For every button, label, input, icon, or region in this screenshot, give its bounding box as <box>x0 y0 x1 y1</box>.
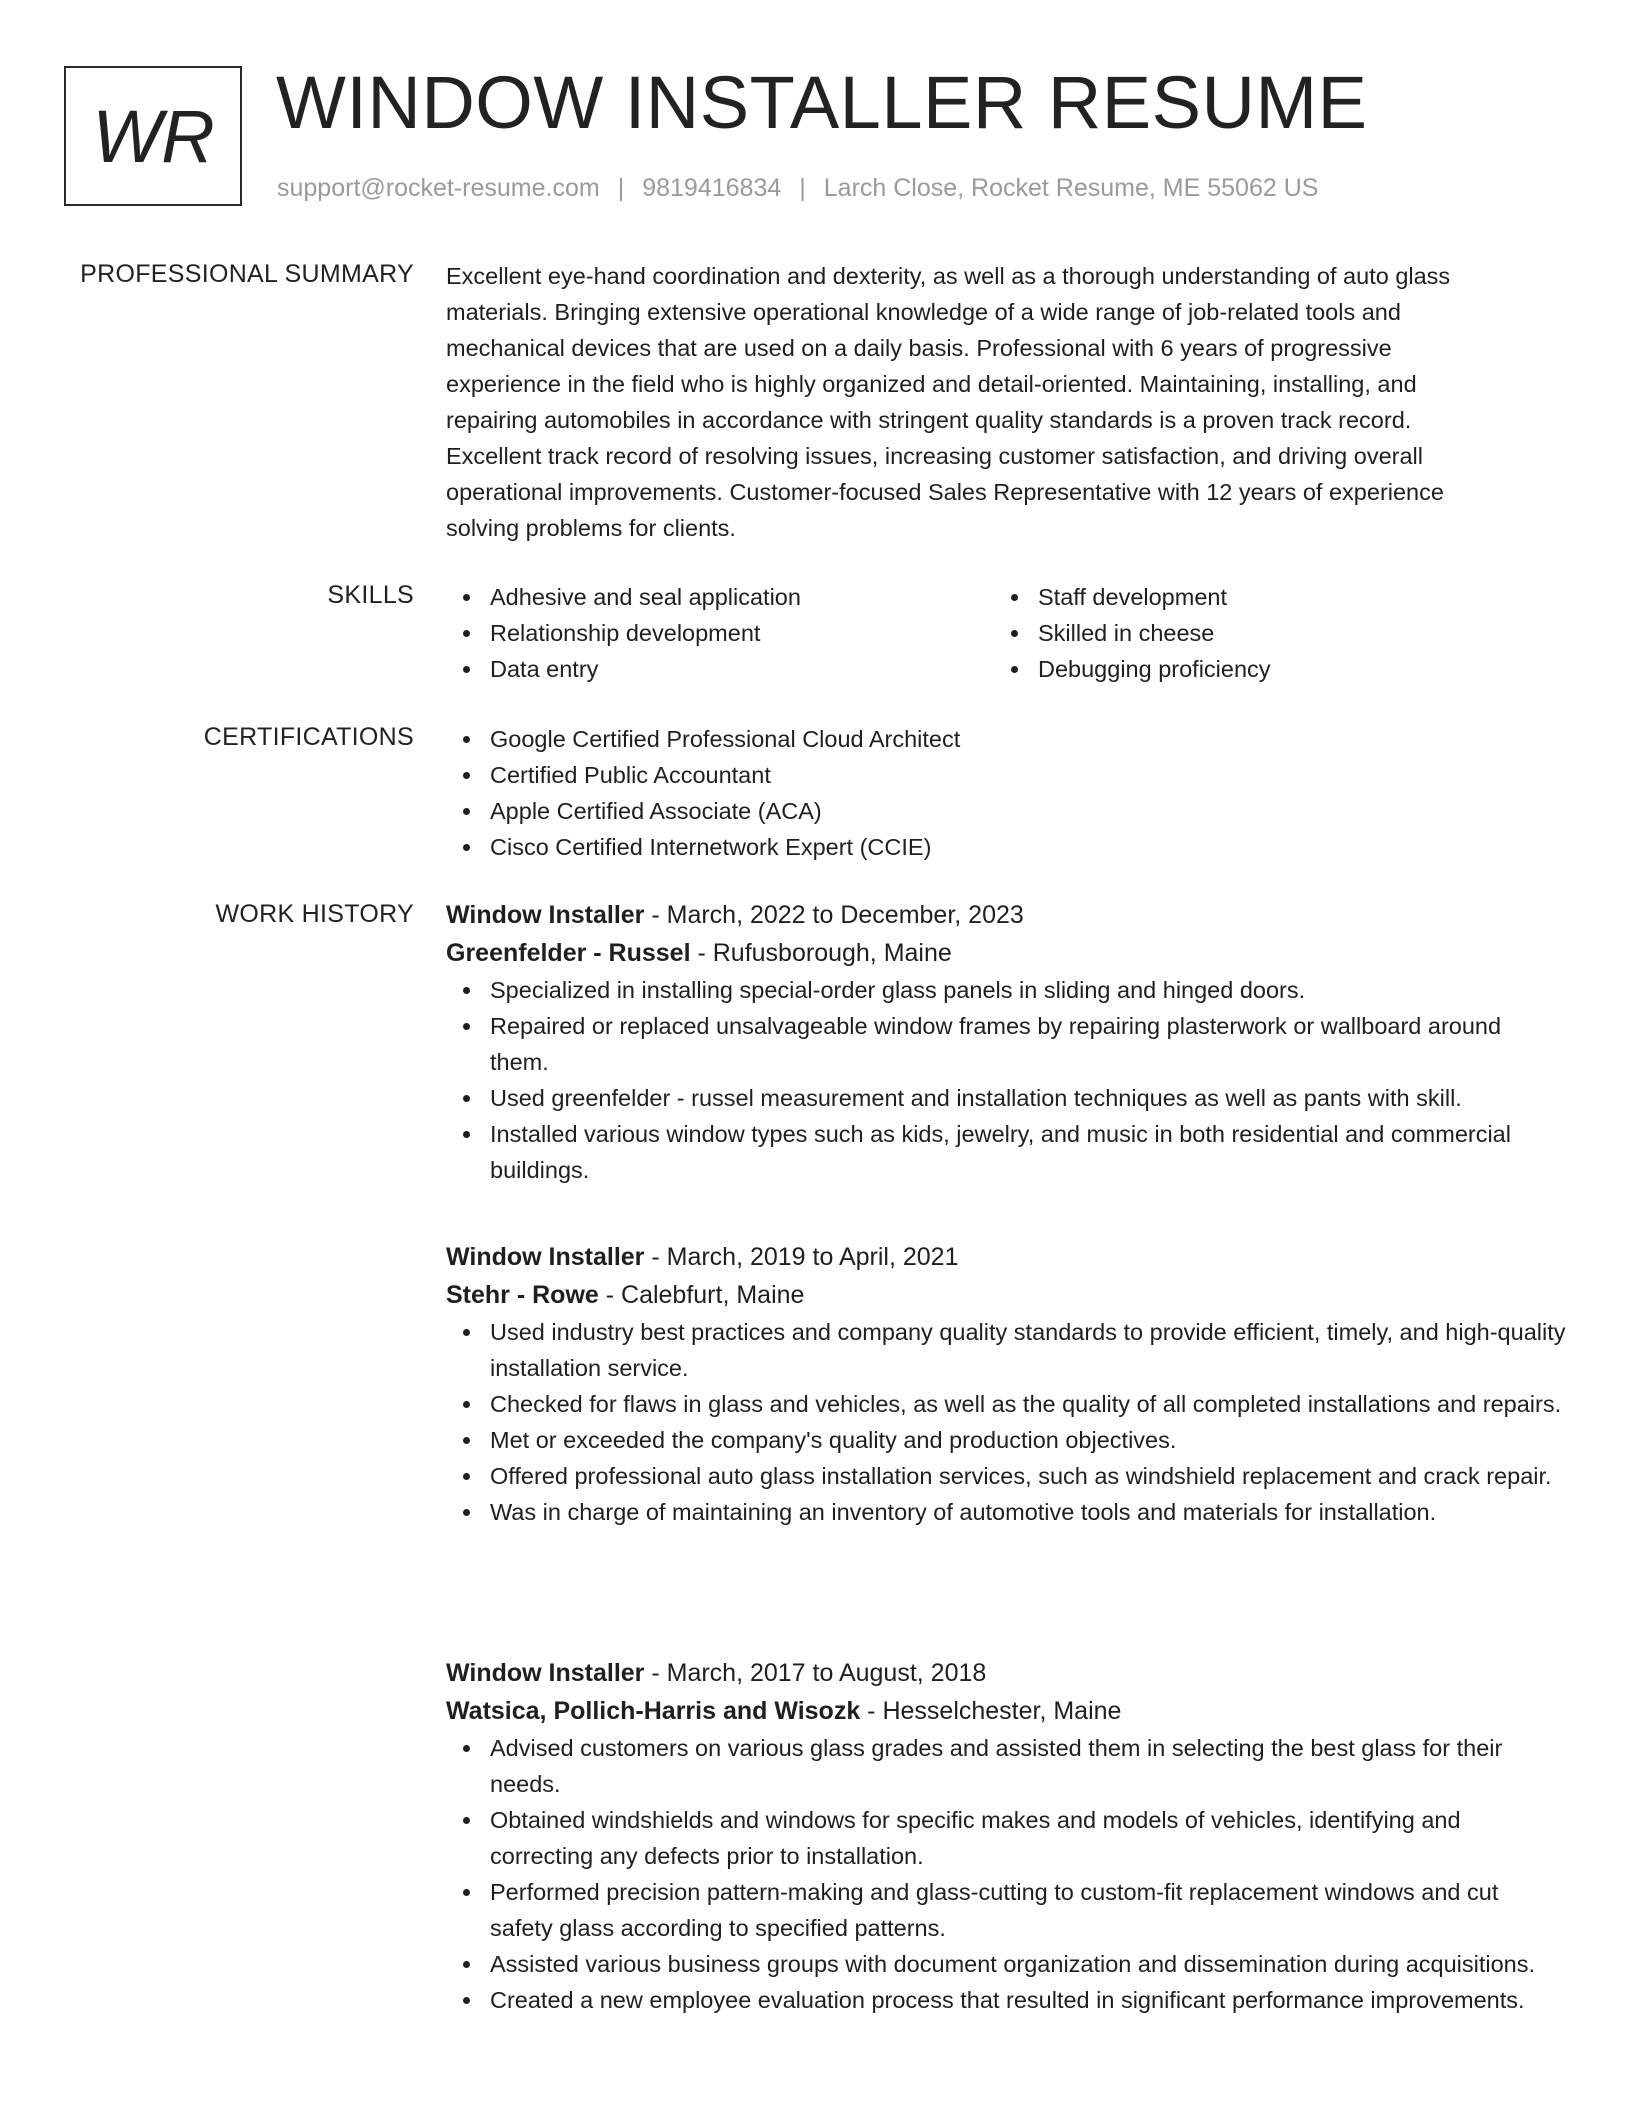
job-bullets <box>446 1314 1566 1530</box>
job-bullet: Used industry best practices and company quality standards to provide efficient, timely, and high-quality installation service. <box>446 1314 1566 1386</box>
job-location: - Rufusborough, Maine <box>690 939 952 967</box>
job-bullet: Offered professional auto glass installation services, such as windshield replacement and crack repair. <box>446 1458 1566 1494</box>
job-bullet: Specialized in installing special-order glass panels in sliding and hinged doors. <box>446 972 1566 1008</box>
job-entry <box>446 1238 1566 1530</box>
job-company-line <box>446 1276 1566 1314</box>
summary-line: repairing automobiles in accordance with stringent quality standards is a proven track record. <box>446 407 1412 433</box>
page-title: WINDOW INSTALLER RESUME <box>276 61 1368 144</box>
job-bullet: Checked for flaws in glass and vehicles, as well as the quality of all completed installations and repairs. <box>446 1386 1566 1422</box>
job-title: Window Installer <box>446 1243 645 1271</box>
job-company: Greenfelder - Russel <box>446 939 691 967</box>
job-bullet: Met or exceeded the company's quality and production objectives. <box>446 1422 1566 1458</box>
monogram-logo: WR <box>64 66 242 206</box>
skill-item: Skilled in cheese <box>994 615 1542 651</box>
job-title-line <box>446 1238 1566 1276</box>
summary-line: materials. Bringing extensive operational knowledge of a wide range of job-related tools and <box>446 299 1401 325</box>
summary-line: experience in the field who is highly organized and detail-oriented. Maintaining, installing, and <box>446 371 1417 397</box>
job-bullets <box>446 1730 1566 2018</box>
certification-item: Cisco Certified Internetwork Expert (CCIE) <box>446 829 1566 865</box>
job-company-line <box>446 1692 1566 1730</box>
job-company: Stehr - Rowe <box>446 1281 599 1309</box>
job-bullet: Advised customers on various glass grades and assisted them in selecting the best glass for their needs. <box>446 1730 1566 1802</box>
section-label-skills: SKILLS <box>327 581 414 609</box>
job-company-line <box>446 934 1566 972</box>
skill-item: Relationship development <box>446 615 994 651</box>
certifications-list <box>446 721 1566 865</box>
job-dates: - March, 2019 to April, 2021 <box>644 1243 959 1271</box>
contact-address: Larch Close, Rocket Resume, ME 55062 US <box>823 174 1319 202</box>
job-title-line <box>446 896 1566 934</box>
certification-item: Google Certified Professional Cloud Architect <box>446 721 1566 757</box>
job-bullet: Performed precision pattern-making and glass-cutting to custom-fit replacement windows and cut safety glass according to specified patterns. <box>446 1874 1566 1946</box>
job-title-line <box>446 1654 1566 1692</box>
skill-item: Data entry <box>446 651 994 687</box>
skill-item: Adhesive and seal application <box>446 579 994 615</box>
contact-email: support@rocket-resume.com <box>277 174 600 202</box>
summary-line: Excellent eye-hand coordination and dexterity, as well as a thorough understanding of auto glass <box>446 263 1451 289</box>
job-entry <box>446 1654 1566 2018</box>
job-bullet: Repaired or replaced unsalvageable window frames by repairing plasterwork or wallboard around them. <box>446 1008 1566 1080</box>
job-dates: - March, 2017 to August, 2018 <box>644 1659 987 1687</box>
summary-line: mechanical devices that are used on a daily basis. Professional with 6 years of progressive <box>446 335 1392 361</box>
section-label-certifications: CERTIFICATIONS <box>203 723 414 751</box>
job-bullet: Installed various window types such as kids, jewelry, and music in both residential and commercial buildings. <box>446 1116 1566 1188</box>
section-label-work-history: WORK HISTORY <box>215 900 414 928</box>
summary-text <box>446 258 1566 546</box>
skills-list <box>446 579 1566 687</box>
job-title: Window Installer <box>446 1659 645 1687</box>
job-bullets <box>446 972 1566 1188</box>
summary-line: solving problems for clients. <box>446 515 736 541</box>
skill-item: Staff development <box>994 579 1542 615</box>
job-bullet: Created a new employee evaluation process that resulted in significant performance improvements. <box>446 1982 1566 2018</box>
summary-line: operational improvements. Customer-focused Sales Representative with 12 years of experience <box>446 479 1444 505</box>
job-entry <box>446 896 1566 1188</box>
job-location: - Calebfurt, Maine <box>598 1281 805 1309</box>
contact-separator: | <box>617 174 625 202</box>
job-bullet: Was in charge of maintaining an inventory of automotive tools and materials for installation. <box>446 1494 1566 1530</box>
contact-phone: 9819416834 <box>642 174 782 202</box>
job-bullet: Obtained windshields and windows for specific makes and models of vehicles, identifying and correcting any defects prior to installation. <box>446 1802 1566 1874</box>
section-label-summary: PROFESSIONAL SUMMARY <box>80 260 414 288</box>
job-bullet: Used greenfelder - russel measurement and installation techniques as well as pants with skill. <box>446 1080 1566 1116</box>
skills-column-right <box>994 579 1542 687</box>
summary-line: Excellent track record of resolving issues, increasing customer satisfaction, and driving overall <box>446 443 1423 469</box>
skills-column-left <box>446 579 994 687</box>
contact-line <box>277 174 1318 203</box>
job-dates: - March, 2022 to December, 2023 <box>644 901 1024 929</box>
certification-item: Apple Certified Associate (ACA) <box>446 793 1566 829</box>
job-bullet: Assisted various business groups with document organization and dissemination during acquisitions. <box>446 1946 1566 1982</box>
contact-separator: | <box>799 174 806 202</box>
job-location: - Hesselchester, Maine <box>860 1697 1122 1725</box>
skill-item: Debugging proficiency <box>994 651 1542 687</box>
job-company: Watsica, Pollich-Harris and Wisozk <box>446 1697 861 1725</box>
certification-item: Certified Public Accountant <box>446 757 1566 793</box>
job-title: Window Installer <box>446 901 645 929</box>
